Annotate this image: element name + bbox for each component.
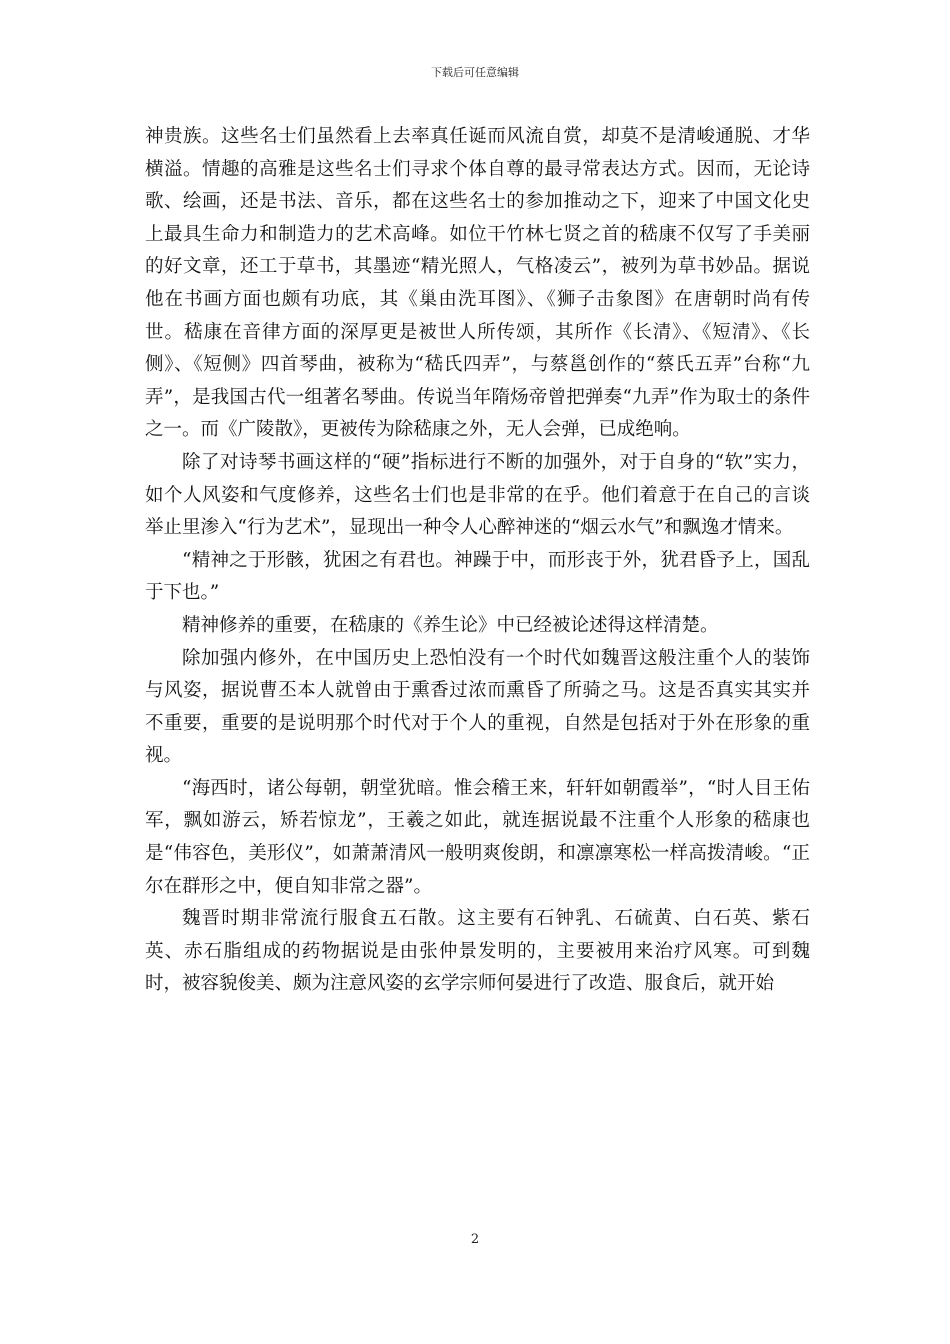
paragraph-2: 除了对诗琴书画这样的“硬”指标进行不断的加强外，对于自身的“软”实力，如个人风姿和气度修养，这些名士们也是非常的在乎。他们着意于在自己的言谈举止里渗入“行为艺术”，显现出一种令人心醉神迷的“烟云水气”和飘逸才情来。	[145, 451, 810, 539]
paragraph-3-quote: “精神之于形骸，犹困之有君也。神躁于中，而形丧于外，犹君昏予上，国乱于下也。”	[145, 549, 810, 604]
page-header: 下载后可任意编辑	[431, 66, 519, 79]
page-number: 2	[470, 1232, 480, 1247]
paragraph-6: “海西时，诸公每朝，朝堂犹暗。惟会稽王来，轩轩如朝霞举”，“时人目王佑军，飘如游云，矫若惊龙”，王羲之如此，就连据说最不注重个人形象的嵇康也是“伟容色，美形仪”，如萧萧清风一般明爽俊朗，和凛凛寒松一样高拨清峻。“正尔在群形之中，便自知非常之器”。	[145, 777, 810, 897]
paragraph-7: 魏晋时期非常流行服食五石散。这主要有石钟乳、石硫黄、白石英、紫石英、赤石脂组成的药物据说是由张仲景发明的，主要被用来治疗风寒。可到魏时，被容貌俊美、颇为注意风姿的玄学宗师何晏进行了改造、服食后，就开始	[145, 908, 810, 995]
paragraph-5: 除加强内修外，在中国历史上恐怕没有一个时代如魏晋这般注重个人的装饰与风姿，据说曹丕本人就曾由于熏香过浓而熏昏了所骑之马。这是否真实其实并不重要，重要的是说明那个时代对于个人的重视，自然是包括对于外在形象的重视。	[145, 647, 810, 767]
document-body	[145, 121, 810, 1001]
paragraph-1: 神贵族。这些名士们虽然看上去率真任诞而风流自赏，却莫不是清峻通脱、才华横溢。情趣的高雅是这些名士们寻求个体自尊的最寻常表达方式。因而，无论诗歌、绘画，还是书法、音乐，都在这些名士的参加推动之下，迎来了中国文化史上最具生命力和制造力的艺术高峰。如位干竹林七贤之首的嵇康不仅写了手美丽的好文章，还工于草书，其墨迹“精光照人，气格凌云”，被列为草书妙品。据说他在书画方面也颇有功底，其《巢由洗耳图》、《狮子击象图》在唐朝时尚有传世。嵇康在音律方面的深厚更是被世人所传颂，其所作《长清》、《短清》、《长侧》、《短侧》四首琴曲，被称为“嵇氏四弄”，与蔡邕创作的“蔡氏五弄”台称“九弄”，是我国古代一组著名琴曲。传说当年隋炀帝曾把弹奏“九弄”作为取士的条件之一。而《广陵散》，更被传为除嵇康之外，无人会弹，已成绝响。	[145, 126, 810, 441]
paragraph-4: 精神修养的重要，在嵇康的《养生论》中已经被论述得这样清楚。	[182, 614, 719, 636]
